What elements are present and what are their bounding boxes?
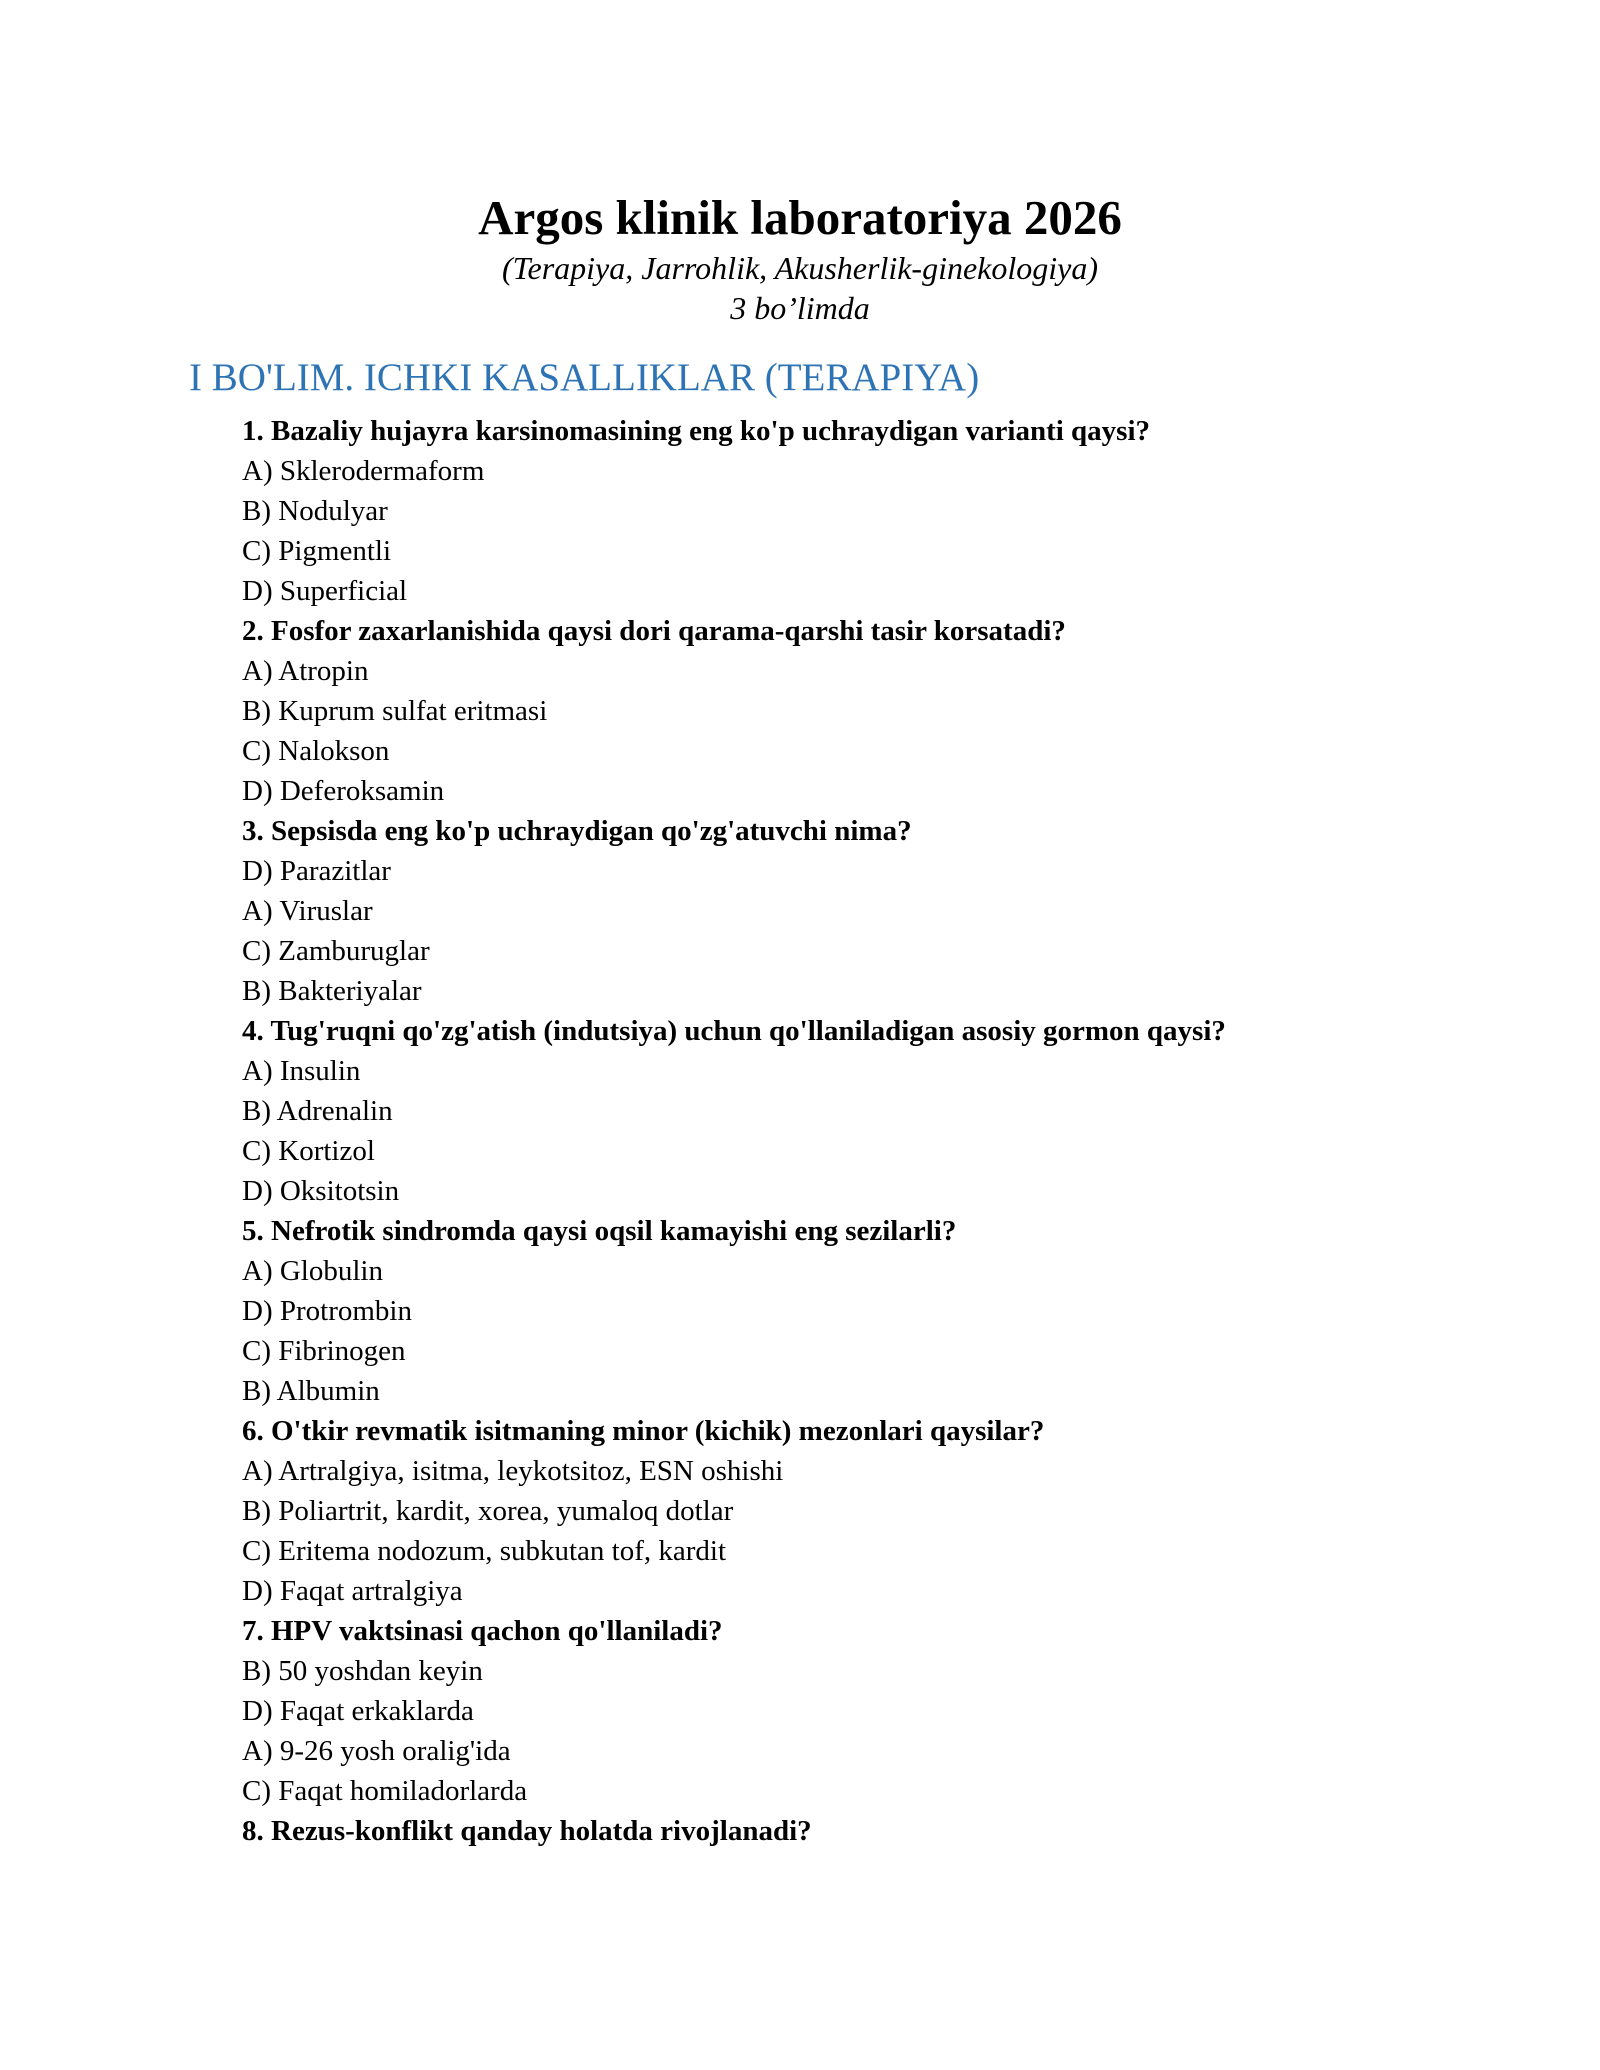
question-text: 1. Bazaliy hujayra karsinomasining eng ko'p uchraydigan varianti qaysi?	[242, 415, 1151, 447]
answer-option: D) Faqat artralgiya	[242, 1575, 463, 1607]
question-block	[242, 1011, 1492, 1211]
answer-option: B) Bakteriyalar	[242, 975, 422, 1007]
answer-option: D) Oksitotsin	[242, 1175, 400, 1207]
question-text: 7. HPV vaktsinasi qachon qo'llaniladi?	[242, 1615, 723, 1647]
answer-option: C) Nalokson	[242, 735, 390, 767]
question-text: 8. Rezus-konflikt qanday holatda rivojlanadi?	[242, 1815, 812, 1847]
question-list	[242, 411, 1492, 1851]
question-block	[242, 411, 1492, 611]
question-block	[242, 1811, 1492, 1851]
question-text: 2. Fosfor zaxarlanishida qaysi dori qarama-qarshi tasir korsatadi?	[242, 615, 1066, 647]
section-heading: I BO'LIM. ICHKI KASALLIKLAR (TERAPIYA)	[189, 356, 980, 399]
answer-option: B) Kuprum sulfat eritmasi	[242, 695, 548, 727]
answer-option: A) Globulin	[242, 1255, 383, 1287]
answer-option: B) 50 yoshdan keyin	[242, 1655, 483, 1687]
answer-option: B) Albumin	[242, 1375, 380, 1407]
question-block	[242, 611, 1492, 811]
answer-option: C) Pigmentli	[242, 535, 392, 567]
answer-option: A) Artralgiya, isitma, leykotsitoz, ESN oshishi	[242, 1455, 784, 1487]
document-title: Argos klinik laboratoriya 2026	[478, 190, 1122, 245]
answer-option: C) Eritema nodozum, subkutan tof, kardit	[242, 1535, 727, 1567]
answer-option: D) Deferoksamin	[242, 775, 445, 807]
answer-option: D) Parazitlar	[242, 855, 391, 887]
answer-option: C) Fibrinogen	[242, 1335, 406, 1367]
answer-option: B) Poliartrit, kardit, xorea, yumaloq dotlar	[242, 1495, 734, 1527]
answer-option: A) 9-26 yosh oralig'ida	[242, 1735, 511, 1767]
answer-option: D) Protrombin	[242, 1295, 412, 1327]
answer-option: B) Adrenalin	[242, 1095, 393, 1127]
answer-option: A) Insulin	[242, 1055, 361, 1087]
question-block	[242, 1411, 1492, 1611]
document-parts-note: 3 bo’limda	[730, 290, 870, 326]
document-subtitle: (Terapiya, Jarrohlik, Akusherlik-ginekologiya)	[501, 250, 1099, 286]
answer-option: A) Atropin	[242, 655, 369, 687]
question-text: 6. O'tkir revmatik isitmaning minor (kichik) mezonlari qaysilar?	[242, 1415, 1045, 1447]
answer-option: D) Superficial	[242, 575, 408, 607]
answer-option: B) Nodulyar	[242, 495, 388, 527]
question-block	[242, 811, 1492, 1011]
answer-option: C) Zamburuglar	[242, 935, 430, 967]
question-text: 4. Tug'ruqni qo'zg'atish (indutsiya) uchun qo'llaniladigan asosiy gormon qaysi?	[242, 1015, 1226, 1047]
answer-option: C) Faqat homiladorlarda	[242, 1775, 528, 1807]
question-block	[242, 1211, 1492, 1411]
answer-option: A) Sklerodermaform	[242, 455, 485, 487]
question-text: 5. Nefrotik sindromda qaysi oqsil kamayishi eng sezilarli?	[242, 1215, 957, 1247]
answer-option: D) Faqat erkaklarda	[242, 1695, 474, 1727]
answer-option: A) Viruslar	[242, 895, 373, 927]
answer-option: C) Kortizol	[242, 1135, 375, 1167]
question-block	[242, 1611, 1492, 1811]
question-text: 3. Sepsisda eng ko'p uchraydigan qo'zg'atuvchi nima?	[242, 815, 912, 847]
